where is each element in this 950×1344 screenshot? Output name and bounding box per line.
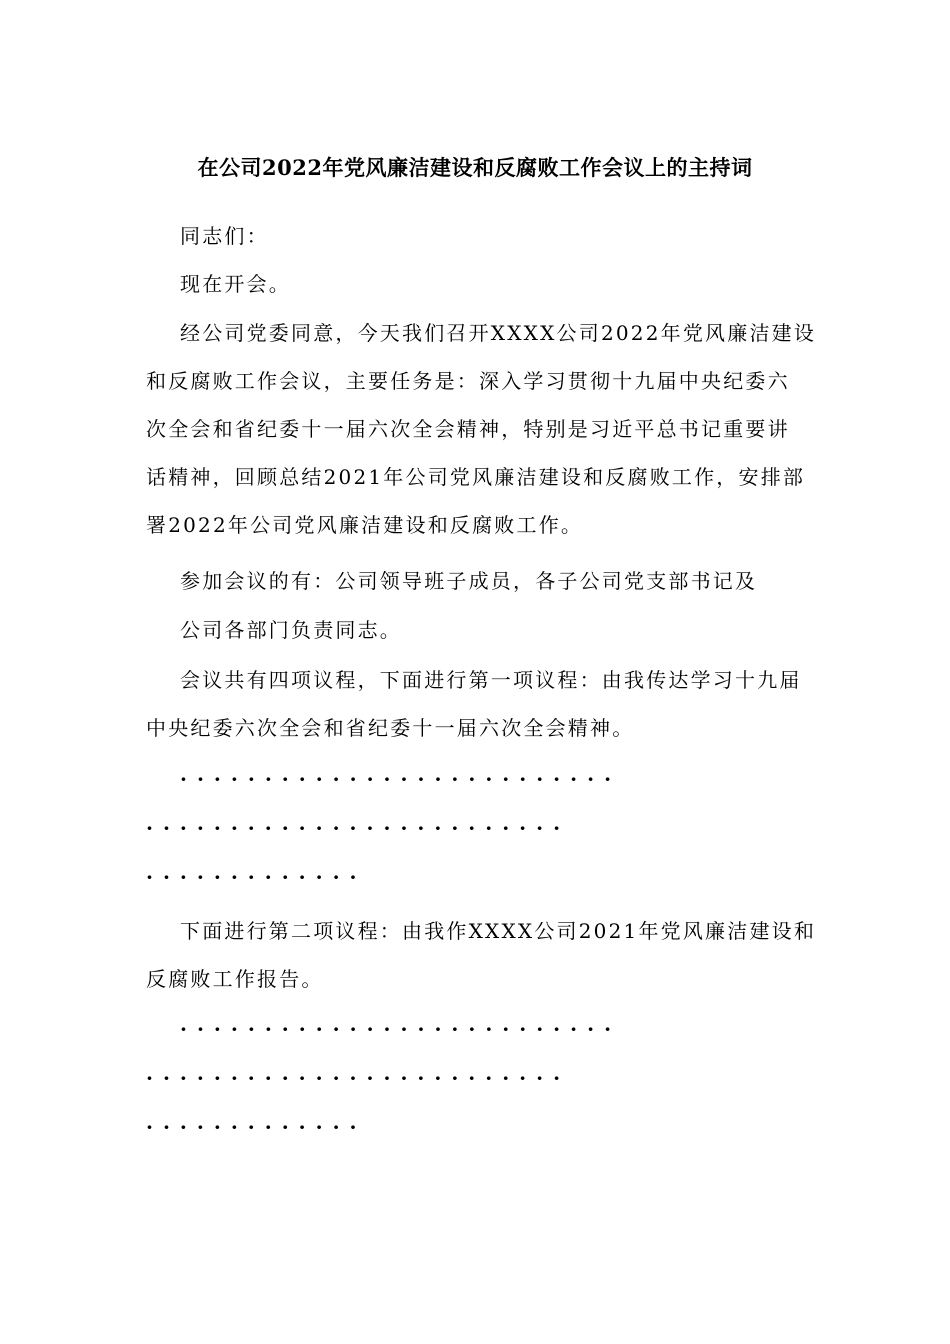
ellipsis-2-line-3: ············· [146, 1115, 367, 1139]
intro-line-5: 署2022年公司党风廉洁建设和反腐败工作。 [146, 513, 584, 537]
ellipsis-1-line-2: ························· [146, 816, 571, 840]
ellipsis-2-line-2: ························· [146, 1066, 571, 1090]
intro-line-2: 和反腐败工作会议，主要任务是：深入学习贯彻十九届中央纪委六 [146, 369, 790, 393]
ellipsis-1-line-1: ·························· [180, 767, 622, 791]
agenda1-line-2: 中央纪委六次全会和省纪委十一届六次全会精神。 [146, 716, 635, 740]
agenda-item-2 [146, 907, 817, 1003]
agenda-item-1 [146, 656, 806, 752]
intro-line-4: 话精神，回顾总结2021年公司党风廉洁建设和反腐败工作，安排部 [146, 465, 806, 489]
intro-line-3: 次全会和省纪委十一届六次全会精神，特别是习近平总书记重要讲 [146, 417, 790, 441]
agenda2-line-1: 下面进行第二项议程：由我作XXXX公司2021年党风廉洁建设和 [180, 919, 817, 943]
ellipsis-2-line-1: ·························· [180, 1017, 622, 1041]
document-title: 在公司2022年党风廉洁建设和反腐败工作会议上的主持词 [197, 155, 753, 180]
attendees-text-2: 公司各部门负责同志。 [180, 618, 402, 642]
attendees-text-1: 参加会议的有：公司领导班子成员，各子公司党支部书记及 [180, 569, 758, 593]
opening-line: 现在开会。 [180, 272, 291, 296]
agenda1-line-1: 会议共有四项议程，下面进行第一项议程：由我传达学习十九届 [180, 668, 802, 692]
attendees-line-2 [146, 606, 806, 654]
agenda2-line-2: 反腐败工作报告。 [146, 967, 324, 991]
intro-paragraph [146, 309, 817, 549]
intro-line-1: 经公司党委同意，今天我们召开XXXX公司2022年党风廉洁建设 [180, 321, 817, 345]
greeting: 同志们： [180, 224, 269, 248]
ellipsis-1-line-3: ············· [146, 865, 367, 889]
attendees-line-1 [146, 557, 806, 605]
